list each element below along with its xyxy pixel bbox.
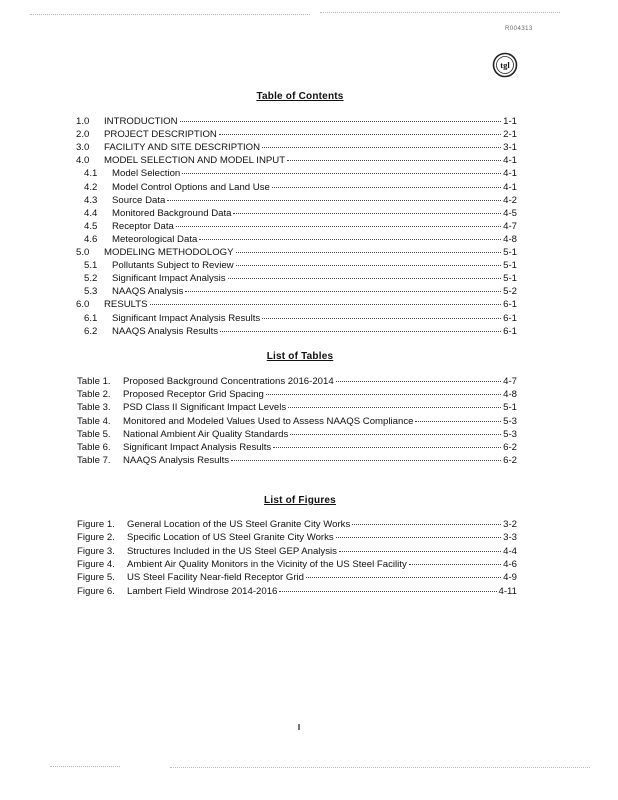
entry-title: MODELING METHODOLOGY [104,247,234,258]
figure-entry[interactable] [77,545,517,558]
toc-entry[interactable] [76,194,517,207]
page-ref: 5-1 [503,247,517,258]
entry-title: General Location of the US Steel Granite City Works [127,519,351,530]
entry-title: Monitored Background Data [112,207,232,219]
toc-entry[interactable] [76,298,517,311]
dot-leader [176,226,501,227]
section-number: 5.0 [76,247,90,258]
dot-leader [219,134,501,135]
dot-leader [180,121,502,122]
dot-leader [272,187,501,188]
page-ref: 2-1 [503,129,517,141]
scan-edge-bottom-right [170,767,590,768]
table-label: Table 2. [77,389,111,401]
page-ref: 4-1 [503,168,517,180]
entry-title: Receptor Data [112,220,174,232]
dot-leader [273,447,501,448]
dot-leader [262,147,501,148]
table-label: Table 7. [77,455,111,467]
toc-entry[interactable] [76,207,517,220]
section-number: 5.2 [84,273,98,285]
scan-edge-bottom-left [50,766,120,767]
dot-leader [415,421,501,422]
page-ref: 4-8 [503,233,517,245]
section-number: 5.3 [84,286,98,298]
figure-entry[interactable] [77,585,517,598]
section-number: 2.0 [76,129,90,141]
figure-label: Figure 4. [77,558,115,570]
figure-label: Figure 6. [77,585,115,597]
entry-title: INTRODUCTION [104,116,178,127]
entry-title: Structures Included in the US Steel GEP Analysis [127,545,337,557]
section-number: 6.2 [84,325,98,337]
table-label: Table 6. [77,442,111,453]
dot-leader [182,173,501,174]
toc-entry[interactable] [76,233,517,246]
page-number [298,724,300,730]
entry-title: Proposed Receptor Grid Spacing [123,389,264,401]
entry-title: Source Data [112,194,166,206]
page-ref: 4-6 [503,558,517,570]
dot-leader [266,394,501,395]
page-ref: 3-2 [503,519,517,530]
section-number: 3.0 [76,142,90,154]
toc-title: Table of Contents [256,91,344,102]
entry-title: US Steel Facility Near-field Receptor Grid [127,572,305,584]
page-ref: 4-2 [503,194,517,206]
page-ref: 5-3 [503,428,517,440]
entry-title: NAAQS Analysis [112,286,184,298]
section-number: 4.3 [84,194,98,206]
table-entry[interactable] [77,415,517,428]
figure-entry[interactable] [77,571,517,584]
figure-entry[interactable] [77,531,517,544]
toc-entry[interactable] [76,154,517,167]
page-ref: 5-1 [503,260,517,272]
toc-entry[interactable] [76,285,517,298]
dot-leader [262,318,501,319]
section-number: 6.0 [76,299,90,311]
page-ref: 4-7 [503,220,517,232]
page-ref: 3-1 [503,142,517,154]
toc-entry[interactable] [76,312,517,325]
page-ref: 4-7 [503,376,517,387]
figure-label: Figure 3. [77,545,115,557]
table-label: Table 4. [77,415,111,427]
table-label: Table 1. [77,376,111,387]
entry-title: Significant Impact Analysis Results [123,442,272,453]
dot-leader [288,407,501,408]
svg-text:tgl: tgl [500,60,510,71]
toc-entry[interactable] [76,220,517,233]
toc-entry[interactable] [76,115,517,128]
page-ref: 4-8 [503,389,517,401]
section-number: 4.0 [76,155,90,167]
dot-leader [339,551,501,552]
entry-title: National Ambient Air Quality Standards [123,428,289,440]
company-logo-icon [492,52,518,78]
dot-leader [409,564,501,565]
toc-entry[interactable] [76,128,517,141]
entry-title: PSD Class II Significant Impact Levels [123,402,287,414]
entry-title: Specific Location of US Steel Granite City Works [127,532,334,544]
entry-title: NAAQS Analysis Results [123,455,230,467]
dot-leader [290,434,501,435]
figures-title: List of Figures [264,495,336,506]
toc-entry[interactable] [76,272,517,285]
dot-leader [228,278,502,279]
dot-leader [231,460,501,461]
entry-title: Model Control Options and Land Use [112,181,270,193]
entry-title: Meteorological Data [112,233,198,245]
dot-leader [236,265,502,266]
table-entry[interactable] [77,401,517,414]
entry-title: FACILITY AND SITE DESCRIPTION [104,142,261,154]
toc-entry[interactable] [76,167,517,180]
page-ref: 5-1 [503,273,517,285]
dot-leader [352,524,501,525]
section-number: 4.1 [84,168,98,180]
toc-entry[interactable] [76,259,517,272]
entry-title: RESULTS [104,299,148,311]
section-number: 5.1 [84,260,98,272]
dot-leader [185,291,501,292]
page-ref: 4-9 [503,572,517,584]
scan-edge-top-right [320,12,560,13]
section-number: 6.1 [84,312,98,324]
page-ref: 3-3 [503,532,517,544]
section-number: 4.5 [84,220,98,232]
tables-title: List of Tables [266,351,334,362]
entry-title: PROJECT DESCRIPTION [104,129,217,141]
page-ref: 5-2 [503,286,517,298]
page-ref: 1-1 [503,116,517,127]
page-ref: 4-5 [503,207,517,219]
dot-leader [167,200,501,201]
entry-title: Monitored and Modeled Values Used to Assess NAAQS Compliance [123,415,414,427]
scan-edge-top-left [30,14,310,15]
entry-title: Proposed Background Concentrations 2016-2014 [123,376,334,387]
entry-title: Model Selection [112,168,181,180]
table-entry[interactable] [77,441,517,454]
figure-label: Figure 1. [77,519,115,530]
entry-title: Lambert Field Windrose 2014-2016 [127,585,278,597]
page-ref: 5-3 [503,415,517,427]
toc-entry[interactable] [76,141,517,154]
entry-title: NAAQS Analysis Results [112,325,219,337]
figure-label: Figure 2. [77,532,115,544]
page-ref: 4-1 [503,181,517,193]
page-ref: 4-11 [498,585,517,597]
toc-entry[interactable] [76,181,517,194]
table-entry[interactable] [77,428,517,441]
dot-leader [236,252,502,253]
table-label: Table 3. [77,402,111,414]
table-entry[interactable] [77,454,517,467]
dot-leader [220,331,501,332]
figure-label: Figure 5. [77,572,115,584]
section-number: 1.0 [76,116,90,127]
page-ref: 4-1 [503,155,517,167]
dot-leader [279,591,496,592]
table-entry[interactable] [77,375,517,388]
table-label: Table 5. [77,428,111,440]
page-ref: 6-1 [503,325,517,337]
dot-leader [150,304,502,305]
section-number: 4.2 [84,181,98,193]
table-entry[interactable] [77,388,517,401]
dot-leader [336,537,501,538]
dot-leader [287,160,501,161]
entry-title: Significant Impact Analysis Results [112,312,261,324]
page-ref: 6-2 [503,442,517,453]
dot-leader [306,577,501,578]
page-ref: 6-2 [503,455,517,467]
document-number: R004313 [505,26,533,32]
entry-title: MODEL SELECTION AND MODEL INPUT [104,155,286,167]
page-ref: 6-1 [503,299,517,311]
section-number: 4.4 [84,207,98,219]
dot-leader [199,239,501,240]
toc-entry[interactable] [76,246,517,259]
toc-entry[interactable] [76,325,517,338]
section-number: 4.6 [84,233,98,245]
page-ref: 6-1 [503,312,517,324]
page-ref: 5-1 [503,402,517,414]
dot-leader [336,381,501,382]
dot-leader [233,213,501,214]
entry-title: Significant Impact Analysis [112,273,226,285]
entry-title: Pollutants Subject to Review [112,260,234,272]
page-ref: 4-4 [503,545,517,557]
figure-entry[interactable] [77,518,517,531]
figure-entry[interactable] [77,558,517,571]
entry-title: Ambient Air Quality Monitors in the Vicinity of the US Steel Facility [127,558,407,570]
